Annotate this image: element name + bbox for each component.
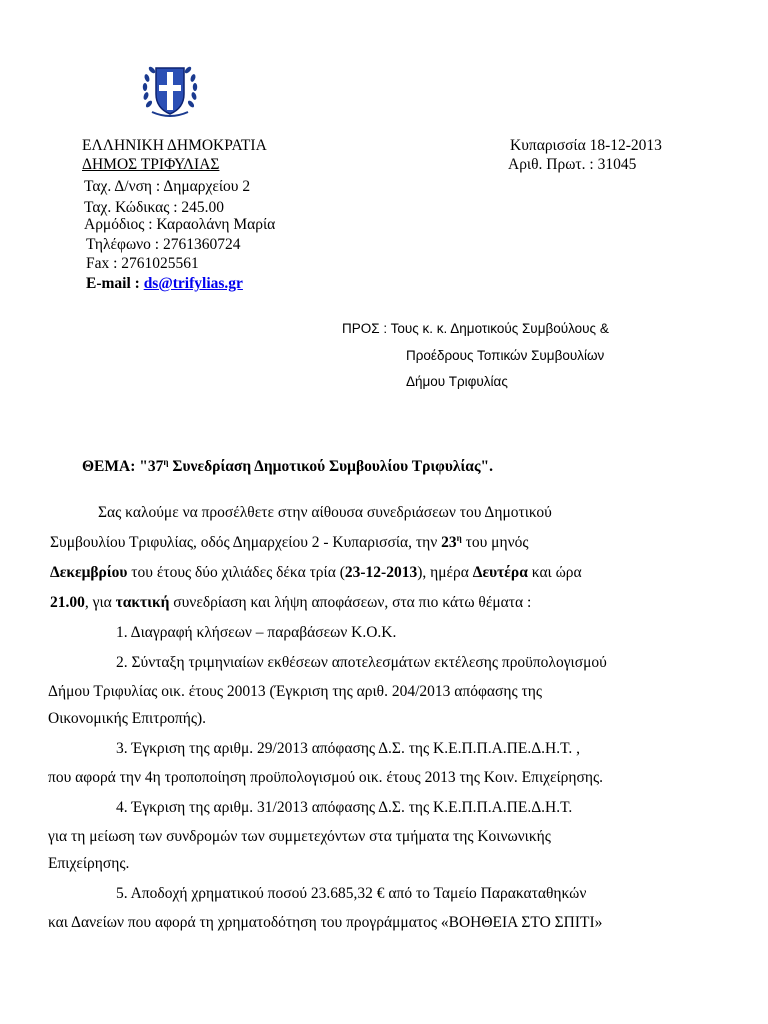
greek-coat-of-arms-emblem bbox=[140, 60, 200, 122]
agenda-item-3-line-1: 3. Έγκριση της αριθμ. 29/2013 απόφασης Δ.Σ. της Κ.Ε.Π.Π.Α.ΠΕ.Δ.Η.Τ. , bbox=[116, 740, 581, 757]
recipients-line-3: Δήμου Τριφυλίας bbox=[406, 374, 508, 389]
meeting-weekday: Δευτέρα bbox=[472, 564, 528, 581]
email-label: E-mail : bbox=[86, 275, 144, 292]
intro-text: συνεδρίαση και λήψη αποφάσεων, στα πιο κάτω θέματα : bbox=[169, 594, 532, 611]
agenda-item-2-line-3: Οικονομικής Επιτροπής). bbox=[48, 710, 207, 727]
address-line: Ταχ. Δ/νση : Δημαρχείου 2 bbox=[84, 178, 251, 195]
republic-heading: ΕΛΛΗΝΙΚΗ ΔΗΜΟΚΡΑΤΙΑ bbox=[82, 137, 267, 154]
agenda-item-1: 1. Διαγραφή κλήσεων – παραβάσεων Κ.Ο.Κ. bbox=[116, 624, 397, 641]
agenda-item-3-line-2: που αφορά την 4η τροποποίηση προϋπολογισμού οικ. έτους 2013 της Κοιν. Επιχείρησης. bbox=[48, 769, 603, 786]
intro-line-1: Σας καλούμε να προσέλθετε στην αίθουσα συνεδριάσεων του Δημοτικού bbox=[98, 504, 552, 521]
recipients-line-2: Προέδρους Τοπικών Συμβουλίων bbox=[406, 348, 605, 363]
contact-person-line: Αρμόδιος : Καραολάνη Μαρία bbox=[84, 216, 276, 233]
meeting-month: Δεκεμβρίου bbox=[50, 564, 128, 581]
subject-suffix: Συνεδρίαση Δημοτικού Συμβουλίου Τριφυλίας". bbox=[168, 458, 493, 475]
agenda-item-5-line-1: 5. Αποδοχή χρηματικού ποσού 23.685,32 € από το Ταμείο Παρακαταθηκών bbox=[116, 885, 587, 902]
recipients-line-1: ΠΡΟΣ : Τους κ. κ. Δημοτικούς Συμβούλους & bbox=[342, 321, 609, 336]
agenda-item-2-line-2: Δήμου Τριφυλίας οικ. έτους 20013 (Έγκριση της αριθ. 204/2013 απόφασης της bbox=[48, 683, 543, 700]
municipality-heading: ΔΗΜΟΣ ΤΡΙΦΥΛΙΑΣ bbox=[82, 156, 220, 173]
agenda-item-4-line-2: για τη μείωση των συνδρομών των συμμετεχόντων στα τμήματα της Κοινωνικής bbox=[48, 828, 551, 845]
meeting-type: τακτική bbox=[115, 594, 170, 611]
place-date: Κυπαρισσία 18-12-2013 bbox=[510, 137, 662, 154]
intro-line-3 bbox=[50, 564, 582, 582]
agenda-item-4-line-1: 4. Έγκριση της αριθμ. 31/2013 απόφασης Δ.Σ. της Κ.Ε.Π.Π.Α.ΠΕ.Δ.Η.Τ. bbox=[116, 799, 573, 816]
protocol-number: Αριθ. Πρωτ. : 31045 bbox=[508, 156, 637, 173]
intro-line-2 bbox=[50, 534, 528, 552]
postal-code-line: Ταχ. Κώδικας : 245.00 bbox=[84, 199, 225, 216]
agenda-item-2-line-1: 2. Σύνταξη τριμηνιαίων εκθέσεων αποτελεσμάτων εκτέλεσης προϋπολογισμού bbox=[116, 654, 607, 671]
email-link[interactable]: ds@trifylias.gr bbox=[143, 275, 243, 292]
intro-text: , για bbox=[84, 594, 116, 611]
fax-line: Fax : 2761025561 bbox=[86, 255, 199, 272]
intro-text: και ώρα bbox=[527, 564, 582, 581]
meeting-time: 21.00 bbox=[50, 594, 85, 611]
intro-text: του μηνός bbox=[461, 534, 529, 551]
agenda-item-4-line-3: Επιχείρησης. bbox=[48, 855, 130, 872]
email-line bbox=[86, 275, 243, 293]
intro-text: ), ημέρα bbox=[417, 564, 473, 581]
intro-text: του έτους δύο χιλιάδες δέκα τρία ( bbox=[127, 564, 345, 581]
subject-sup: η bbox=[163, 456, 169, 467]
intro-line-4 bbox=[50, 594, 531, 612]
agenda-item-5-line-2: και Δανείων που αφορά τη χρηματοδότηση του προγράμματος «ΒΟΗΘΕΙΑ ΣΤΟ ΣΠΙΤΙ» bbox=[48, 914, 603, 931]
subject-prefix: ΘΕΜΑ: "37 bbox=[82, 458, 164, 475]
shield-icon bbox=[156, 68, 184, 114]
meeting-date: 23-12-2013 bbox=[344, 564, 418, 581]
intro-text: Συμβουλίου Τριφυλίας, οδός Δημαρχείου 2 - Κυπαρισσία, την bbox=[50, 534, 442, 551]
meeting-day-sup: η bbox=[456, 532, 462, 543]
subject-line bbox=[82, 458, 493, 476]
phone-line: Τηλέφωνο : 2761360724 bbox=[86, 236, 241, 253]
meeting-day: 23 bbox=[441, 534, 457, 551]
